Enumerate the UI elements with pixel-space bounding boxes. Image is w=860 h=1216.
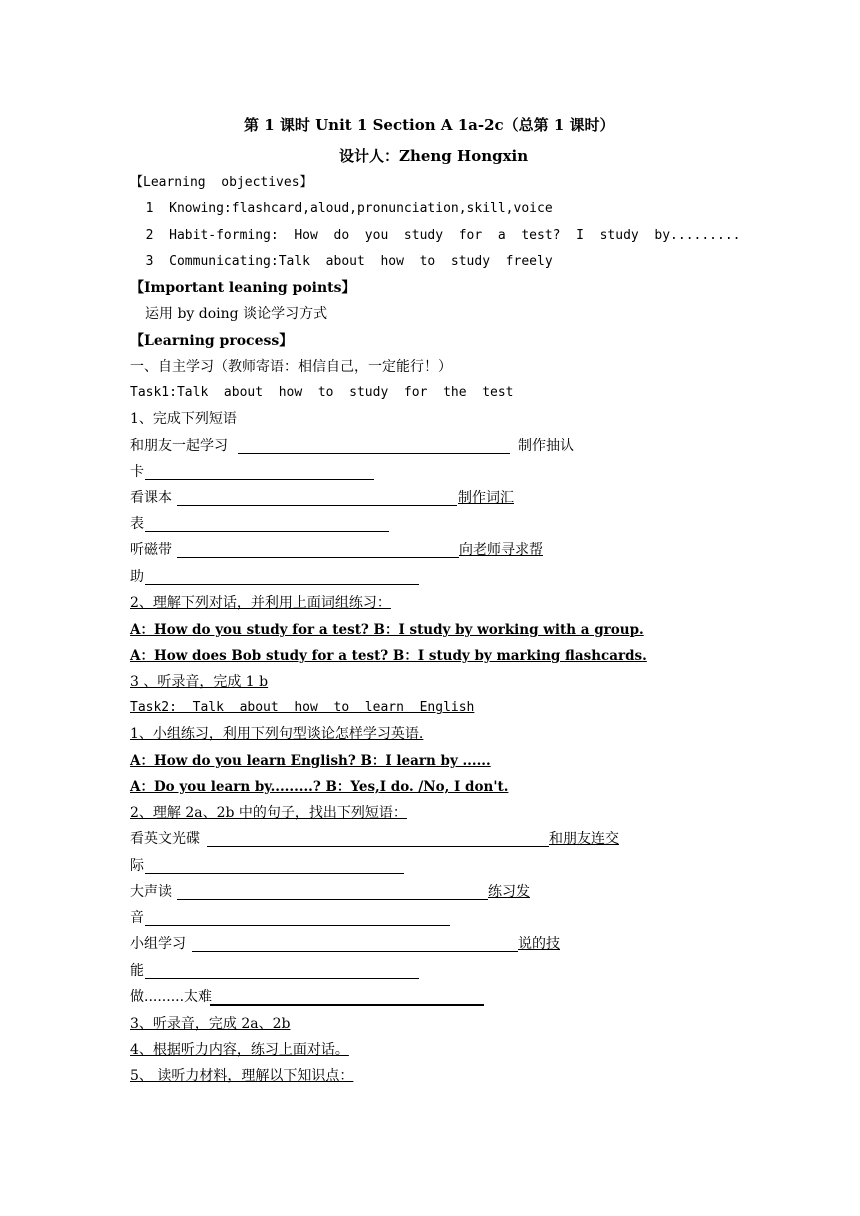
task2-question-1: 1、小组练习，利用下列句型谈论怎样学习英语. <box>130 726 424 742</box>
fill-blank[interactable] <box>210 1004 484 1006</box>
phrase-label: 制作词汇 <box>458 490 514 506</box>
task2-question-5: 5、 读听力材料，理解以下知识点： <box>130 1068 354 1084</box>
dialogue-line: A：How do you study for a test? B：I study by working with a group. <box>130 622 644 638</box>
phrase-label: 表 <box>130 516 144 532</box>
fill-blank[interactable] <box>145 873 404 874</box>
objective-item-2: 2 Habit-forming: How do you study for a test? I study by......... <box>130 228 741 243</box>
learning-process-header: 【Learning process】 <box>130 333 294 349</box>
task1-question-3: 3 、听录音，完成 1 b <box>130 674 269 690</box>
phrase-label: 和朋友连交 <box>549 831 619 847</box>
fill-blank[interactable] <box>145 584 419 585</box>
phrase-label: 听磁带 <box>130 542 172 558</box>
designer-line: 设计人：Zheng Hongxin <box>339 147 529 165</box>
fill-blank[interactable] <box>238 453 510 454</box>
fill-blank[interactable] <box>177 557 459 558</box>
phrase-label: 大声读 <box>130 884 172 900</box>
phrase-label: 助 <box>130 569 144 585</box>
fill-blank[interactable] <box>145 925 450 926</box>
fill-blank[interactable] <box>207 846 549 847</box>
task2-question-2: 2、理解 2a、2b 中的句子，找出下列短语： <box>130 805 407 821</box>
phrase-label: 制作抽认 <box>518 438 574 454</box>
fill-blank[interactable] <box>145 531 389 532</box>
task2-question-3: 3、听录音，完成 2a、2b <box>130 1016 291 1032</box>
phrase-label: 做.........太难 <box>130 989 213 1005</box>
important-points-text: 运用 by doing 谈论学习方式 <box>145 306 328 322</box>
fill-blank[interactable] <box>177 899 488 900</box>
dialogue-line: A：How does Bob study for a test? B：I study by marking flashcards. <box>130 648 647 664</box>
task1-title: Task1:Talk about how to study for the test <box>130 385 514 400</box>
fill-blank[interactable] <box>192 951 518 952</box>
lesson-title: 第 1 课时 Unit 1 Section A 1a-2c（总第 1 课时） <box>244 116 615 134</box>
task2-question-4: 4、根据听力内容，练习上面对话。 <box>130 1042 349 1058</box>
dialogue-line: A：Do you learn by.........? B：Yes,I do. /No, I don't. <box>130 779 509 795</box>
phrase-label: 练习发 <box>488 884 530 900</box>
phrase-label: 看英文光碟 <box>130 831 200 847</box>
task1-question-1: 1、完成下列短语 <box>130 411 237 427</box>
objective-item-3: 3 Communicating:Talk about how to study freely <box>130 254 553 269</box>
phrase-label: 和朋友一起学习 <box>130 438 228 454</box>
fill-blank[interactable] <box>145 479 374 480</box>
task2-title: Task2: Talk about how to learn English <box>130 700 475 715</box>
phrase-label: 小组学习 <box>130 936 186 952</box>
objective-item-1: 1 Knowing:flashcard,aloud,pronunciation,skill,voice <box>130 201 553 216</box>
phrase-label: 能 <box>130 963 144 979</box>
dialogue-line: A：How do you learn English? B：I learn by ...... <box>130 753 491 769</box>
fill-blank[interactable] <box>145 978 419 979</box>
objectives-header: 【Learning objectives】 <box>130 175 313 190</box>
phrase-label: 说的技 <box>518 936 560 952</box>
important-points-header: 【Important leaning points】 <box>130 280 356 296</box>
fill-blank[interactable] <box>177 505 457 506</box>
phrase-label: 际 <box>130 858 144 874</box>
phrase-label: 卡 <box>130 464 144 480</box>
phrase-label: 音 <box>130 910 144 926</box>
phrase-label: 向老师寻求帮 <box>459 542 543 558</box>
section-self-study: 一、自主学习（教师寄语：相信自己，一定能行！） <box>130 359 452 375</box>
task1-question-2: 2、理解下列对话，并利用上面词组练习： <box>130 595 391 611</box>
phrase-label: 看课本 <box>130 490 172 506</box>
